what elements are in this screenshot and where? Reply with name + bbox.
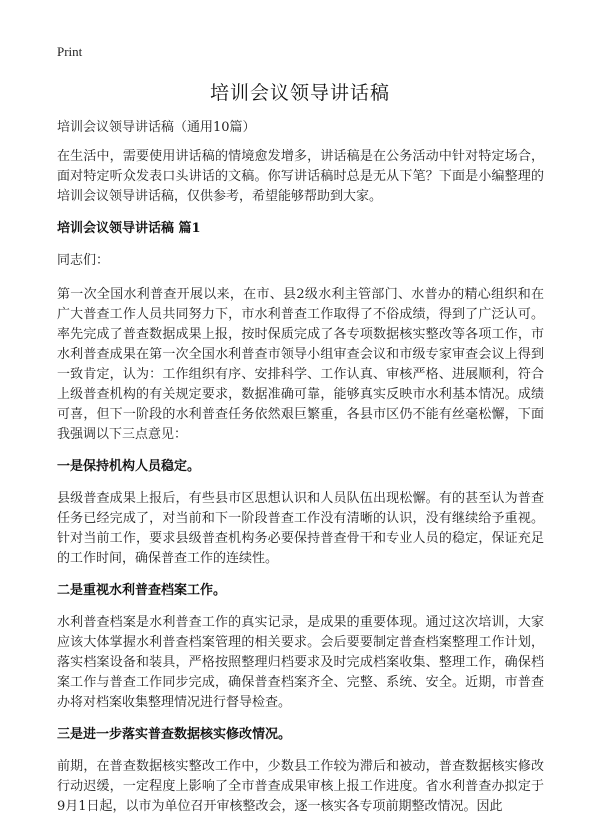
print-link[interactable]: Print <box>57 44 83 59</box>
page-title: 培训会议领导讲话稿 <box>209 82 390 104</box>
greeting: 同志们： <box>57 253 110 268</box>
point-1-heading: 一是保持机构人员稳定。 <box>57 459 201 474</box>
article-body <box>57 118 544 829</box>
point-2-body: 水利普查档案是水利普查工作的真实记录，是成果的重要体现。通过这次培训，大家应该大体掌握水利普查档案管理的相关要求。会后要要制定普查档案整理工作计划，落实档案设备和装具，严格按照整理归档要求及时完成档案收集、整理工作，确保档案工作与普查工作同步完成，确保普查档案齐全、完整、系统、安全。近期，市普查办将对档案收集整理情况进行督导检查。 <box>57 615 544 710</box>
point-1-body: 县级普查成果上报后，有些县市区思想认识和人员队伍出现松懈。有的甚至认为普查任务已经完成了，对当前和下一阶段普查工作没有清晰的认识，没有继续给予重视。针对当前工作，要求县级普查机构务必要保持普查骨干和专业人员的稳定，保证充足的工作时间，确保普查工作的连续性。 <box>57 491 544 566</box>
point-2-heading: 二是重视水利普查档案工作。 <box>57 583 227 598</box>
point-3-heading: 三是进一步落实普查数据核实修改情况。 <box>57 727 292 742</box>
intro-paragraph: 在生活中，需要使用讲话稿的情境愈发增多，讲话稿是在公务活动中针对特定场合，面对特定听众发表口头讲话的文稿。你写讲话稿时总是无从下笔？下面是小编整理的培训会议领导讲话稿，仅供参考，希望能够帮助到大家。 <box>57 149 544 204</box>
point-3-body: 前期，在普查数据核实整改工作中，少数县工作较为滞后和被动，普查数据核实修改行动迟缓，一定程度上影响了全市普查成果审核上报工作进度。省水利普查办拟定于9月1日起，以市为单位召开审核整改会，逐一核实各专项前期整改情况。因此 <box>57 759 544 814</box>
body-paragraph-1: 第一次全国水利普查开展以来，在市、县2级水利主管部门、水普办的精心组织和在广大普查工作人员共同努力下，市水利普查工作取得了不俗成绩，得到了广泛认可。率先完成了普查数据成果上报，按时保质完成了各专项数据核实整改等各项工作，市水利普查成果在第一次全国水利普查市领导小组审查会议和市级专家审查会议上得到一致肯定，认为：工作组织有序、安排科学、工作认真、审核严格、进展顺利，符合上级普查机构的有关规定要求，数据准确可靠，能够真实反映市水利基本情况。成绩可喜，但下一阶段的水利普查任务依然艰巨繁重，各县市区仍不能有丝毫松懈，下面我强调以下三点意见： <box>57 287 544 442</box>
subtitle: 培训会议领导讲话稿（通用10篇） <box>57 120 256 135</box>
section-heading: 培训会议领导讲话稿 篇1 <box>57 221 201 236</box>
